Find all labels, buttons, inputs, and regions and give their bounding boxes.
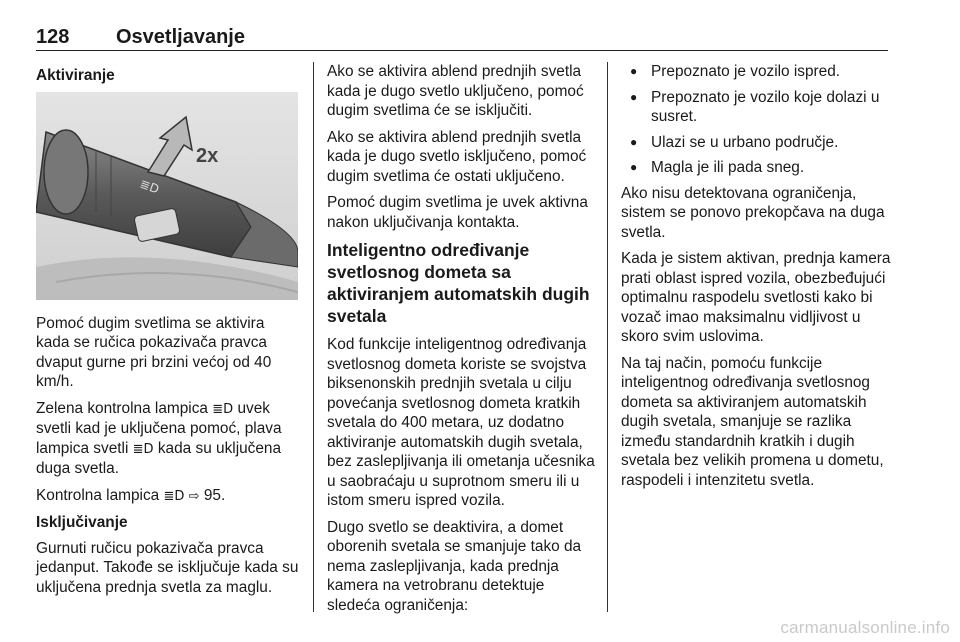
column-divider-2	[607, 62, 608, 612]
column-3	[621, 62, 891, 497]
paragraph: Gurnuti ručicu pokazivača pravca jedanput. Takođe se isključuje kada su uključena prednja svetla za maglu.	[36, 539, 299, 596]
restriction-list	[621, 62, 891, 178]
bullet-icon: ●	[630, 89, 638, 104]
high-beam-icon: ≣D	[132, 441, 154, 457]
bullet-icon: ●	[630, 134, 638, 149]
bullet-icon: ●	[630, 160, 638, 174]
paragraph: Pomoć dugim svetlima se aktivira kada se ručica pokazivača pravca dvaput gurne pri brzini većoj od 40 km/h.	[36, 314, 272, 390]
svg-text:≣D: ≣D	[137, 176, 161, 196]
list-item: ● Ulazi se u urbano područje.	[630, 133, 839, 151]
page-number: 128	[36, 26, 70, 48]
heading-activation: Aktiviranje	[36, 67, 115, 84]
paragraph: Kada je sistem aktivan, prednja kamera prati oblast ispred vozila, obezbeđujući optimalnu raspodelu svetlosti kako bi vozač imao maksimalnu vidljivost u skoro svim uslovima.	[621, 250, 891, 345]
paragraph: Kod funkcije inteligentnog određivanja svetlosnog dometa koriste se svojstva biksenonskih prednjih svetala u cilju povećanja svetlosnog dometa kratkih svetala do 400 metara, uz dodatno aktiviranje automatskih dugih svetala, bez zaslepljivanja ili ometanja učesnika u saobraćaju u suprotnom smeru ili u istom smeru ispred vozila.	[327, 336, 595, 509]
stalk-illustration	[36, 92, 298, 300]
page-header	[36, 20, 888, 50]
paragraph: Ako se aktivira ablend prednjih svetla kada je dugo svetlo isključeno, pomoć dugim svetlima će ostati uključeno.	[327, 128, 587, 185]
column-divider-1	[313, 62, 314, 612]
header-rule	[36, 50, 888, 51]
page-reference[interactable]: 95.	[203, 486, 226, 504]
paragraph: Na taj način, pomoću funkcije inteligentnog određivanja svetlosnog dometa sa aktiviranjem automatskih dugih svetala, smanjuje se razlika između standardnih kratkih i dugih svetala bez velikih promena u dometu, raspodeli i intenzitetu svetla.	[621, 354, 884, 489]
watermark: carmanualsonline.info	[780, 618, 950, 637]
section-title: Inteligentno određivanje svetlosnog dometa sa aktiviranjem automatskih dugih svetala	[327, 240, 590, 326]
page-reference-arrow-icon: ⇨	[188, 488, 200, 504]
bullet-icon: ●	[630, 64, 638, 78]
figure-label-2x: 2x	[196, 144, 219, 167]
turn-signal-stalk-image	[36, 92, 298, 300]
high-beam-assist-icon: ≣D	[212, 401, 234, 417]
paragraph: Ako se aktivira ablend prednjih svetla kada je dugo svetlo uključeno, pomoć dugim svetlima će se isključiti.	[327, 63, 584, 119]
paragraph: Pomoć dugim svetlima je uvek aktivna nakon uključivanja kontakta.	[327, 194, 588, 231]
chapter-title: Osvetljavanje	[116, 26, 245, 48]
paragraph: Zelena kontrolna lampica ≣D uvek svetli kad je uključena pomoć, plava lampica svetli ≣D kada su uključena duga svetla.	[36, 399, 282, 477]
list-item: ● Prepoznato je vozilo koje dolazi u susret.	[630, 88, 880, 125]
column-1	[36, 62, 302, 604]
paragraph: Ako nisu detektovana ograničenja, sistem se ponovo prekopčava na duga svetla.	[621, 184, 885, 241]
list-item: ● Prepoznato je vozilo ispred.	[630, 63, 841, 80]
list-item: ● Magla je ili pada sneg.	[630, 159, 805, 176]
paragraph: Dugo svetlo se deaktivira, a domet oborenih svetala se smanjuje tako da nema zaslepljivanja, kada prednja kamera na vetrobranu detektuje sledeća ograničenja:	[327, 518, 582, 614]
paragraph: Kontrolna lampica ≣D ⇨ 95.	[36, 486, 226, 504]
high-beam-assist-icon: ≣D	[163, 488, 185, 504]
column-2	[327, 62, 595, 622]
heading-deactivation: Isključivanje	[36, 514, 128, 531]
